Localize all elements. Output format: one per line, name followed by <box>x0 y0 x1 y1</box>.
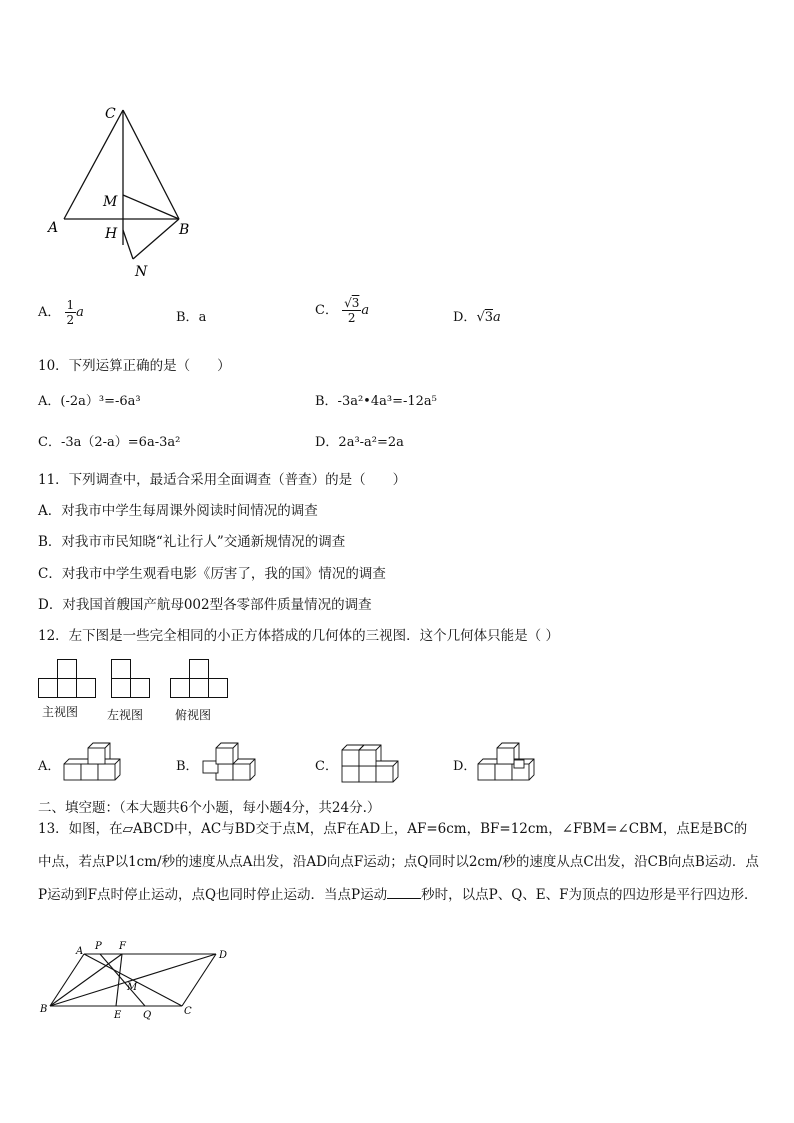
q9-option-b <box>176 306 206 325</box>
q9-option-c <box>315 296 369 325</box>
q11-option-a: A．对我市中学生每周课外阅读时间情况的调查 <box>38 503 318 519</box>
fraction-numerator: √3 <box>344 296 360 310</box>
label-a: A <box>48 220 59 236</box>
q12-option-d-cubes <box>476 742 538 784</box>
q11-option-d: D．对我国首艘国产航母002型各零部件质量情况的调查 <box>38 597 372 613</box>
segment-ba <box>50 954 84 1006</box>
variable-a: a <box>493 310 501 325</box>
segment-bf <box>50 954 122 1006</box>
q12-option-b-letter: B． <box>176 759 199 774</box>
segment-bn <box>133 219 179 259</box>
left-view-figure <box>111 658 153 700</box>
label-p: P <box>95 941 102 952</box>
label-b: B <box>40 1004 48 1015</box>
top-view-figure <box>170 658 230 700</box>
label-m: M <box>103 194 118 210</box>
label-n: N <box>135 264 148 280</box>
segment-dc <box>182 954 216 1006</box>
label-m: M <box>127 982 138 993</box>
label-e: E <box>114 1010 122 1020</box>
fraction-numerator: 1 <box>66 298 75 312</box>
fraction-denominator: 2 <box>347 311 356 325</box>
q9-option-d-letter: D． <box>453 310 477 325</box>
q13-answer-blank[interactable] <box>387 884 421 899</box>
label-c: C <box>184 1006 192 1017</box>
q9-option-b-letter: B． <box>176 310 199 325</box>
front-view-label: 主视图 <box>42 705 79 719</box>
label-b: B <box>179 222 190 238</box>
segment-pq <box>100 954 145 1006</box>
q12-option-c-letter: C． <box>315 759 338 774</box>
q12-option-c-cubes <box>340 740 402 786</box>
radicand: 3 <box>351 296 360 310</box>
label-d: D <box>219 950 228 961</box>
q13-parallelogram-figure <box>35 938 240 1020</box>
variable-a: a <box>361 303 370 318</box>
segment-cb <box>123 110 179 219</box>
q9-option-a-letter: A． <box>38 305 61 320</box>
q9-option-d <box>453 306 501 325</box>
front-view-figure <box>38 658 98 700</box>
q9-option-a-fraction <box>65 298 77 327</box>
label-q: Q <box>143 1010 152 1020</box>
left-view-label: 左视图 <box>107 708 144 722</box>
q9-geometry-figure <box>40 100 210 285</box>
label-h: H <box>105 226 118 242</box>
diagonal-bd <box>50 954 216 1006</box>
top-view-label: 俯视图 <box>175 708 212 722</box>
q11-option-b: B．对我市市民知晓“礼让行人”交通新规情况的调查 <box>38 534 346 550</box>
q13-text <box>38 813 760 912</box>
q12-option-b-cubes <box>200 742 262 784</box>
fraction-denominator: 2 <box>66 313 75 327</box>
segment-mb <box>123 195 179 219</box>
label-c: C <box>105 106 116 122</box>
q9-option-c-letter: C． <box>315 303 338 318</box>
q9-option-a <box>38 298 84 327</box>
radicand: 3 <box>484 310 494 325</box>
q12-option-a-letter: A． <box>38 759 61 774</box>
sqrt-symbol: √ <box>476 310 485 325</box>
variable-a: a <box>76 305 84 320</box>
q12-option-d-letter: D． <box>453 759 477 774</box>
q10-option-b: B．-3a²•4a³=-12a⁵ <box>315 394 437 409</box>
q11-stem: 11．下列调查中，最适合采用全面调查（普查）的是（ ） <box>38 472 407 488</box>
q12-stem: 12．左下图是一些完全相同的小正方体搭成的几何体的三视图．这个几何体只能是（ ） <box>38 628 559 644</box>
q9-option-c-fraction <box>342 296 361 325</box>
label-f: F <box>119 941 126 952</box>
segment-fe <box>116 954 122 1006</box>
q13-text-before: 13．如图，在▱ABCD中，AC与BD交于点M，点F在AD上，AF=6cm，BF=12cm，∠FBM=∠CBM，点E是BC的中点，若点P以1cm/秒的速度从点A出发，沿AD向点F运动；点Q同时以2cm/秒的速度从点C出发，沿CB向点B运动．点P运动到F点时停止运动，点Q也同时停止运动．当点P运动 <box>38 821 759 903</box>
q10-option-d: D．2a³-a²=2a <box>315 435 404 450</box>
label-a: A <box>76 946 84 957</box>
q10-option-a: A．(-2a）³=-6a³ <box>38 394 141 409</box>
q13-text-after: 秒时，以点P、Q、E、F为顶点的四边形是平行四边形． <box>421 887 758 903</box>
q12-option-a-cubes <box>62 742 124 784</box>
segment-nh <box>123 230 133 259</box>
q10-stem: 10．下列运算正确的是（ ） <box>38 358 231 374</box>
section-heading: 二、填空题：（本大题共6个小题，每小题4分，共24分.） <box>38 800 381 816</box>
q11-option-c: C．对我市中学生观看电影《厉害了，我的国》情况的调查 <box>38 566 386 582</box>
q10-option-c: C．-3a（2-a）=6a-3a² <box>38 435 181 450</box>
q9-option-b-value: a <box>198 310 207 325</box>
